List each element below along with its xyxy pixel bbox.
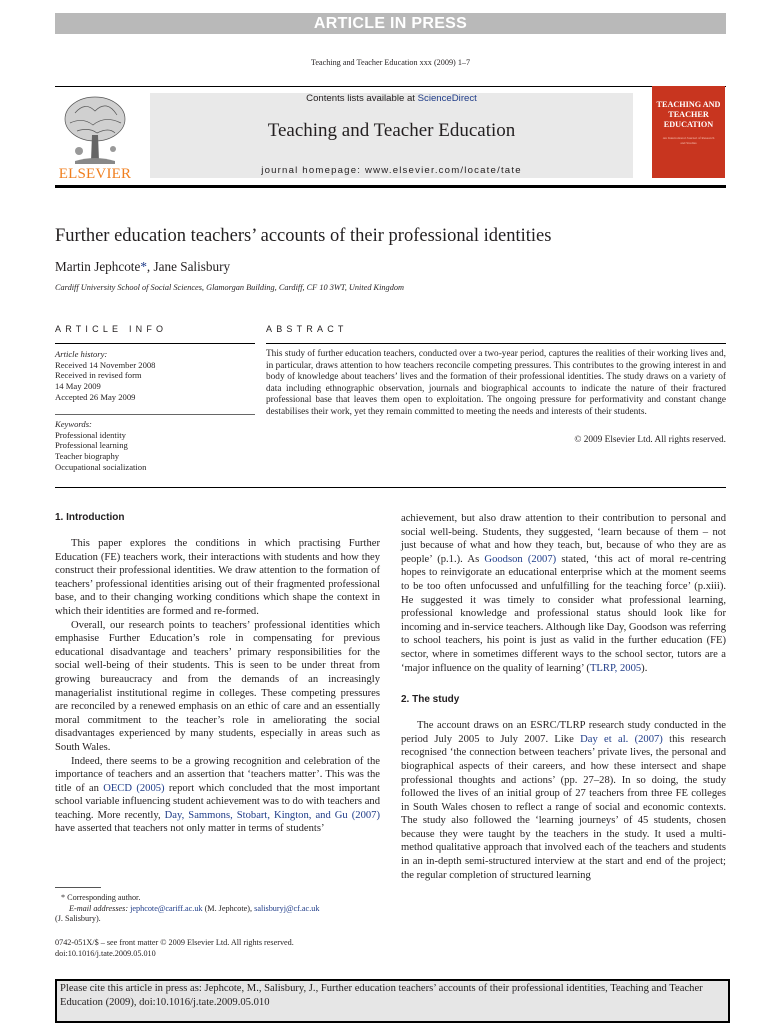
column-right-body	[401, 512, 726, 675]
text-run: have asserted that teachers not only matter in terms of students’	[55, 823, 325, 835]
footnote-rule	[55, 887, 101, 888]
keyword: Occupational socialization	[55, 461, 147, 472]
text-run: report which concluded that the most important school variable influencing student achievement was to do with teachers and teaching. More recently,	[55, 782, 380, 821]
article-info-rule	[55, 343, 255, 344]
email-note	[55, 904, 385, 915]
text-run: Indeed, there seems to be a growing recognition and celebration of the importance of teachers and an assertion that ‘teachers matter’. This was the title of an	[55, 755, 380, 794]
keywords-rule	[55, 414, 255, 415]
paragraph	[55, 755, 380, 837]
abstract-text: This study of further education teachers, conducted over a two-year period, captures the realities of their working lives and, in particular, draws attention to how teachers reconcile competing pressures. This contributes to the growing interest in and body of knowledge about teachers’ lives and the formation of their professional identities. The study draws on a variety of data including ethnographic observation, journals and biographical accounts to indicate the nature of their fractured professional base that leaves them open to exploitation. The ongoing pressure for performativity and constant change destabilises their work, yet they remain committed to meeting the needs and interests of their students.	[266, 349, 726, 417]
affiliation: Cardiff University School of Social Sciences, Glamorgan Building, Cardiff, CF 10 3WT, United Kingdom	[55, 283, 404, 292]
keywords-label: Keywords:	[55, 419, 92, 429]
reference-link[interactable]: Goodson (2007)	[484, 553, 557, 565]
paragraph	[401, 719, 726, 882]
study-heading: 2. The study	[401, 694, 460, 706]
abstract-heading: ABSTRACT	[266, 324, 348, 334]
keyword: Professional learning	[55, 440, 128, 451]
journal-homepage[interactable]: journal homepage: www.elsevier.com/locate/tate	[261, 165, 522, 176]
author-1: Martin Jephcote	[55, 259, 141, 274]
corresponding-author-mark[interactable]: *	[140, 259, 147, 274]
header-rule-bottom	[55, 185, 726, 188]
introduction-body	[55, 537, 380, 836]
paragraph: This paper explores the conditions in which practising Further Education (FE) teachers work, their interactions with students and how they construct their professional identities. We draw attention to the formation of teachers’ professional identities arising out of their fragmented professional base, and to their changing working conditions which shape the context in which their identities are formed and re-formed.	[55, 538, 380, 617]
column-right	[401, 512, 726, 882]
history-item: Received in revised form	[55, 370, 142, 381]
contents-line	[150, 93, 633, 104]
article-info-heading: ARTICLE INFO	[55, 324, 168, 334]
abstract-copyright: © 2009 Elsevier Ltd. All rights reserved.	[574, 435, 726, 445]
sciencedirect-link[interactable]: ScienceDirect	[417, 93, 477, 104]
history-item: Received 14 November 2008	[55, 359, 156, 370]
study-body	[401, 719, 726, 882]
article-history	[55, 349, 255, 403]
text-run: achievement, but also draw attention to their contribution to personal and social well-being. Students, they suggested, ‘learn because of them – not just because of what and how they teach, but, because of who they are as people’ (p.1.). As	[401, 513, 726, 565]
keywords	[55, 419, 255, 473]
front-matter-line: 0742-051X/$ – see front matter © 2009 Elsevier Ltd. All rights reserved.	[55, 938, 294, 947]
text-run: this research recognised ‘the connection between teachers’ private lives, the personal and biographical aspects of their careers, and how these intersect and shape professional thoughts and actions’ (pp. 27–28). In so doing, the study followed the lives of an initial group of 27 teachers from three FE colleges in South Wales chosen to reflect a range of social and economic contexts. The study also followed the ‘learning journeys’ of 45 students, chosen because they were taught by the teachers in the study. It used a multi-method qualitative approach that involved each of the teachers and students in an in-depth semi-structured interview at the start and end of the project; the regular completion of structured learning	[401, 733, 727, 881]
front-matter	[55, 937, 385, 959]
journal-citation: Teaching and Teacher Education xxx (2009) 1–7	[310, 58, 471, 67]
history-item: 14 May 2009	[55, 381, 101, 392]
abstract-bottom-rule	[55, 487, 726, 488]
history-label: Article history:	[55, 349, 108, 359]
email-link[interactable]: salisburyj@cf.ac.uk	[254, 903, 320, 913]
cite-this-article-box: Please cite this article in press as: Jephcote, M., Salisbury, J., Further education teachers’ accounts of their professional identities, Teaching and Teacher Education (2009), doi:10.1016/j.tate.2009.05.010	[55, 979, 730, 1023]
text-run: ).	[641, 662, 648, 674]
article-in-press-banner: ARTICLE IN PRESS	[55, 13, 726, 34]
introduction-heading: 1. Introduction	[55, 512, 125, 523]
journal-title: Teaching and Teacher Education	[267, 120, 516, 141]
cover-subtitle: An International Journal of Research and Studies	[662, 136, 715, 145]
reference-link[interactable]: OECD (2005)	[103, 782, 165, 794]
contents-prefix: Contents lists available at	[306, 93, 418, 104]
reference-link[interactable]: Day et al. (2007)	[580, 733, 663, 745]
email-owner: (M. Jephcote),	[204, 903, 253, 913]
footnote	[55, 893, 385, 925]
elsevier-wordmark: ELSEVIER	[58, 166, 132, 182]
email-label: E-mail addresses:	[69, 903, 129, 913]
doi: doi:10.1016/j.tate.2009.05.010	[55, 949, 156, 958]
footnote-mark: *	[61, 893, 66, 902]
article-title: Further education teachers’ accounts of their professional identities	[55, 226, 552, 246]
column-left	[55, 512, 380, 836]
reference-link[interactable]: TLRP, 2005	[589, 662, 642, 674]
paragraph: Overall, our research points to teachers’ professional identities which emphasise Further Education’s role in compensating for previous educational disadvantage and teachers’ primary responsibilities for the social well-being of their students. This is seen to be under threat from growing bureaucracy and from the demands of an increasingly managerialist institutional regime in colleges. These competing pressures are reconciled by a renewed emphasis on an ethic of care and an essentially moral commitment to the teacher’s role in ameliorating the social disadvantages experienced by many students, especially in areas such as South Wales.	[55, 619, 380, 753]
abstract-rule	[266, 343, 726, 344]
corresponding-note	[55, 893, 385, 904]
history-item: Accepted 26 May 2009	[55, 391, 136, 402]
author-2: , Jane Salisbury	[146, 259, 231, 274]
reference-link[interactable]: Day, Sammons, Stobart, Kington, and Gu (2007)	[164, 809, 380, 821]
text-run: The account draws on an ESRC/TLRP research study conducted in the period July 2005 to July 2007. Like	[401, 720, 726, 745]
corresponding-text: Corresponding author.	[67, 893, 141, 902]
authors	[55, 259, 655, 275]
email-owner: (J. Salisbury).	[55, 914, 101, 924]
keyword: Professional identity	[55, 429, 126, 440]
paragraph	[401, 512, 726, 675]
cover-title: TEACHING AND TEACHER EDUCATION	[656, 100, 721, 129]
email-link[interactable]: jephcote@cariff.ac.uk	[130, 903, 203, 913]
text-run: stated, ‘this act of moral re-centring hopes to reinvigorate an educational enterprise which at the moment seems to be too often unfocussed and unfulfilling for the teaching force’ (p.xiii). He suggested it was timely to consider what professional learning, professional knowledge and professional status should look like for incoming and in-service teachers. Although like Day, Goodson was referring to school teachers, his point is just as valid in the further education (FE) sector, where in sometimes different ways to the school sector, tutors are a ‘major influence on the quality of learning’ (	[401, 553, 726, 674]
keyword: Teacher biography	[55, 451, 120, 462]
header-rule-top	[55, 86, 726, 87]
